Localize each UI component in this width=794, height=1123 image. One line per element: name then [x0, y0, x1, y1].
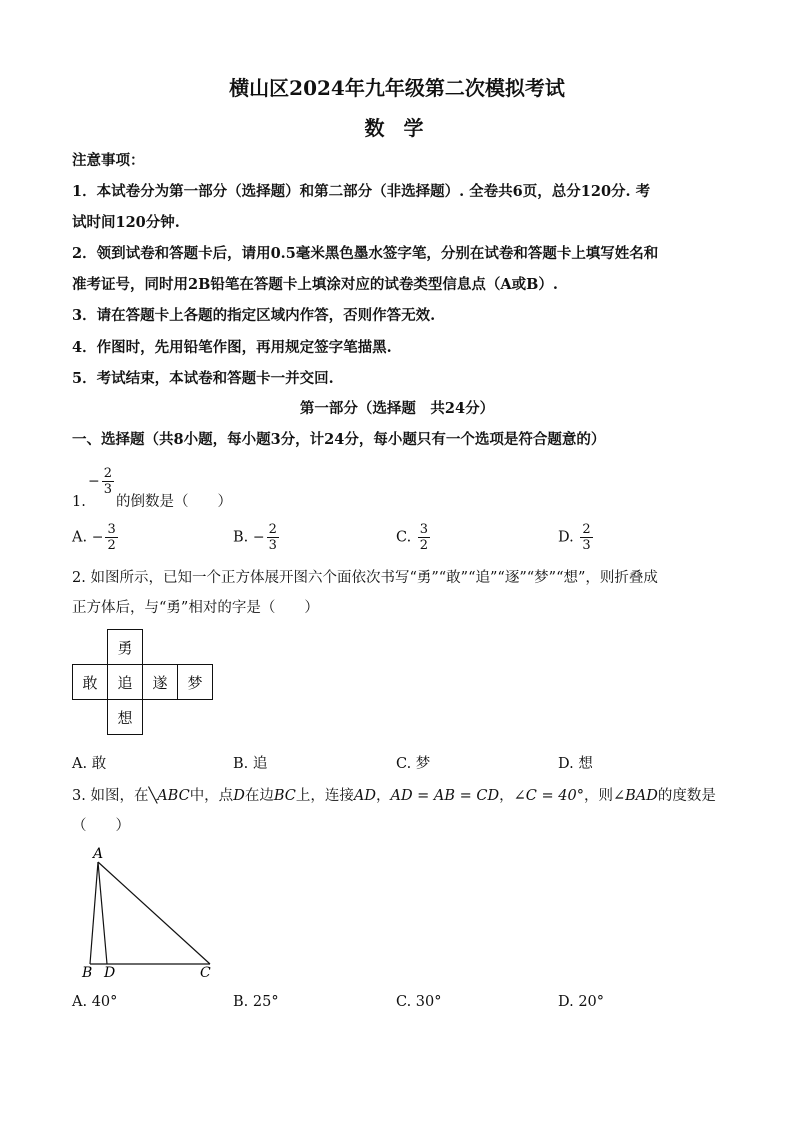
q1-option-a: A. − $\frac{3}{2}$ — [72, 522, 116, 553]
q1-number: 1. — [72, 494, 86, 510]
q3-option-b: B. 25° — [233, 994, 279, 1010]
denominator: 3 — [103, 482, 113, 497]
part1-heading: 第一部分（选择题 共24分） — [299, 400, 495, 417]
q2-line2: 正方体后，与“勇”相对的字是（ ） — [72, 600, 319, 616]
q1-stem: 的倒数是（ ） — [116, 494, 232, 510]
label-a: A — [93, 846, 104, 862]
segment-ac — [98, 862, 210, 964]
label-c: C — [200, 965, 211, 981]
notice-line: 5．考试结束，本试卷和答题卡一并交回. — [72, 370, 334, 387]
label-b: B — [82, 965, 93, 981]
minus-sign: − — [88, 473, 100, 490]
q2-line1: 2. 如图所示，已知一个正方体展开图六个面依次书写“勇”“敢”“追”“逐”“梦”“想”，则折叠成 — [72, 570, 658, 586]
q1-fraction — [88, 466, 116, 497]
net-face-right2: 梦 — [178, 665, 213, 700]
net-face-top: 勇 — [108, 630, 143, 665]
q2-option-a: A. 敢 — [72, 756, 107, 772]
cube-net — [72, 629, 213, 735]
q1-option-d: D. $\frac{2}{3}$ — [558, 522, 591, 553]
notice-line: 1．本试卷分为第一部分（选择题）和第二部分（非选择题）. 全卷共6页，总分120分. 考 — [72, 183, 651, 200]
triangle-symbol: ╲ — [148, 788, 158, 804]
net-face-bottom: 想 — [108, 700, 143, 735]
q3-line1: 3. 如图，在╲ABC中，点D在边BC上，连接AD，AD = AB = CD，∠C = 40°，则∠BAD的度数是 — [72, 788, 716, 804]
notice-line: 试时间120分钟. — [72, 214, 180, 231]
exam-title: 横山区2024年九年级第二次模拟考试 — [229, 76, 565, 100]
label-d: D — [104, 965, 116, 981]
q3-option-c: C. 30° — [396, 994, 442, 1010]
segment-ad — [98, 862, 107, 964]
notice-heading: 注意事项： — [72, 152, 145, 169]
q3-angle-bad: ∠BAD — [612, 788, 658, 804]
q3-line2: （ ） — [72, 818, 130, 834]
notice-line: 2．领到试卷和答题卡后，请用0.5毫米黑色墨水签字笔，分别在试卷和答题卡上填写姓名和 — [72, 245, 659, 262]
net-face-center: 追 — [108, 665, 143, 700]
subject-title: 数 学 — [364, 116, 430, 140]
net-face-right1: 遂 — [143, 665, 178, 700]
notice-line: 4．作图时，先用铅笔作图，再用规定签字笔描黑. — [72, 339, 392, 356]
net-face-left: 敢 — [73, 665, 108, 700]
q3-option-d: D. 20° — [558, 994, 605, 1010]
notice-line: 3．请在答题卡上各题的指定区域内作答，否则作答无效. — [72, 307, 436, 324]
segment-ab — [90, 862, 98, 964]
q2-option-c: C. 梦 — [396, 756, 431, 772]
section-heading: 一、选择题（共8小题，每小题3分，计24分，每小题只有一个选项是符合题意的） — [72, 431, 606, 448]
notice-line: 准考证号，同时用2B铅笔在答题卡上填涂对应的试卷类型信息点（A或B）. — [72, 276, 558, 293]
q2-option-d: D. 想 — [558, 756, 593, 772]
q3-option-a: A. 40° — [72, 994, 118, 1010]
q3-angle-c: ∠C = 40° — [513, 788, 584, 804]
q2-option-b: B. 追 — [233, 756, 268, 772]
triangle-figure — [70, 840, 230, 985]
q3-equation: AD = AB = CD — [390, 788, 500, 804]
q1-option-c: C. $\frac{3}{2}$ — [396, 522, 429, 553]
q1-option-b: B. − $\frac{2}{3}$ — [233, 522, 277, 553]
numerator: 2 — [103, 466, 113, 481]
